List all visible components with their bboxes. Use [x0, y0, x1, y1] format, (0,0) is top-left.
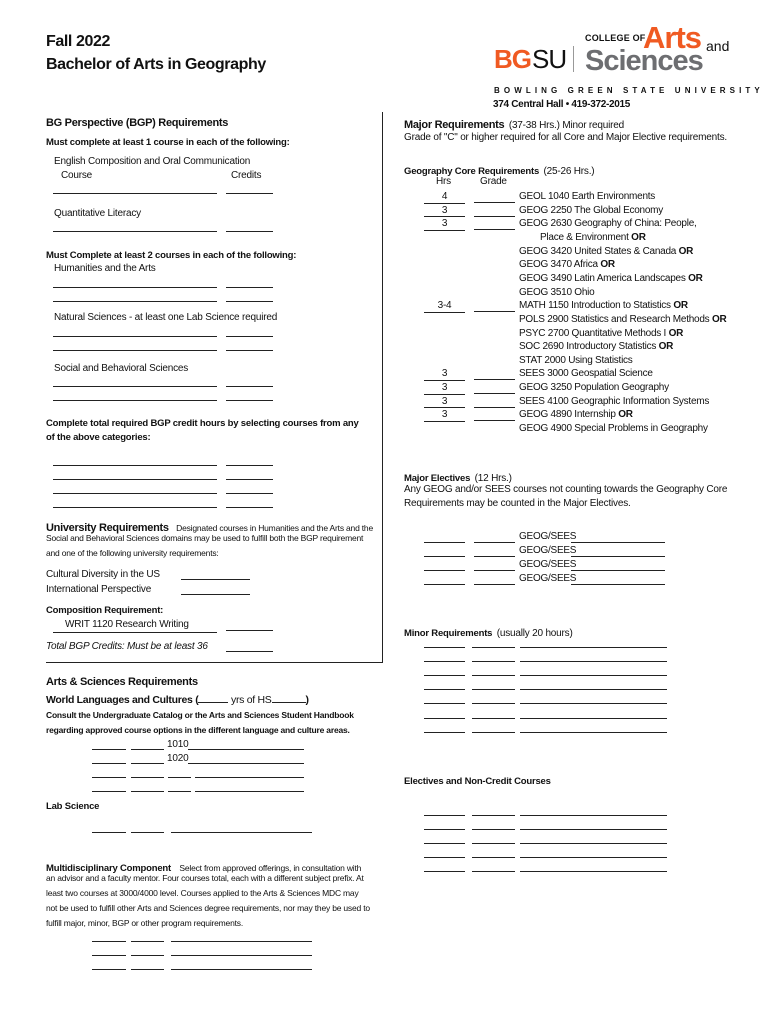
natural-course-field-2[interactable] [53, 350, 217, 351]
or-label: OR [673, 300, 688, 312]
bgp-quant-label: Quantitative Literacy [54, 208, 141, 219]
core-col-hrs: Hrs [436, 176, 451, 187]
lang-3-course[interactable] [195, 777, 304, 778]
core-course-text: SEES 3000 Geospatial Science [519, 368, 653, 380]
core-course-text: GEOG 3510 Ohio [519, 286, 595, 298]
minor-grade-field[interactable] [472, 732, 515, 733]
english-credits-field[interactable] [226, 193, 273, 194]
elective-grade-field[interactable] [474, 570, 515, 571]
core-grade-field[interactable] [474, 407, 515, 408]
mdc-hrs-3[interactable] [92, 969, 126, 970]
minor-course-field[interactable] [520, 718, 667, 719]
core-hrs-value: 3-4 [424, 299, 465, 313]
core-course [519, 217, 697, 231]
bgp-subtitle-1: Must complete at least 1 course in each of the following: [46, 137, 290, 148]
core-hrs-value: 3 [424, 204, 465, 218]
core-course-text: GEOG 4890 Internship [519, 409, 616, 421]
minor-course-field[interactable] [520, 732, 667, 733]
mdc-grade-3[interactable] [131, 969, 164, 970]
minor-title: Minor Requirements [404, 628, 493, 639]
mdc-desc-5: fulfill major, minor, BGP or other program requirements. [46, 918, 243, 928]
core-course-text: SOC 2690 Introductory Statistics [519, 341, 657, 353]
core-grade-field[interactable] [474, 202, 515, 203]
world-lang-label: World Languages and Cultures ( [46, 694, 199, 706]
writ-credits-field[interactable] [226, 630, 273, 631]
elective-grade-field[interactable] [474, 584, 515, 585]
quant-credits-field[interactable] [226, 231, 273, 232]
bgp-social-label: Social and Behavioral Sciences [54, 363, 189, 374]
major-hours: (37-38 Hrs.) Minor required [508, 120, 625, 131]
core-course [519, 190, 655, 204]
elective-grade-field[interactable] [474, 556, 515, 557]
term-title: Fall 2022 [46, 33, 111, 50]
minor-grade-field[interactable] [472, 718, 515, 719]
core-course [519, 354, 633, 368]
noncredit-hrs-field[interactable] [424, 871, 465, 872]
core-course [519, 313, 726, 327]
world-lang-line [46, 694, 309, 706]
elective-label: GEOG/SEES [519, 573, 577, 584]
lang-4-hrs[interactable] [92, 791, 126, 792]
core-hours: (25-26 Hrs.) [543, 166, 595, 177]
logo-su-text: SU [532, 44, 567, 74]
world-lang-yrs-field-2[interactable] [272, 694, 306, 703]
elective-course-field[interactable] [571, 570, 665, 571]
mdc-desc-4: not be used to fulfill other Arts and Sciences degree requirements, nor may they be used to [46, 903, 370, 913]
lang-1010-label: 1010 [167, 739, 189, 750]
or-label: OR [711, 313, 727, 325]
core-course [519, 395, 709, 409]
bgp-title: BG Perspective (BGP) Requirements [46, 117, 229, 129]
major-grade-note: Grade of "C" or higher required for all Core and Major Elective requirements. [404, 132, 727, 143]
core-course-text: GEOG 3470 Africa [519, 259, 598, 271]
international-field[interactable] [181, 594, 250, 595]
core-hrs-value: 3 [424, 408, 465, 422]
logo-college-of: COLLEGE OF [585, 33, 646, 43]
degree-title: Bachelor of Arts in Geography [46, 56, 266, 73]
noncredit-grade-field[interactable] [472, 843, 515, 844]
section-divider [46, 662, 383, 663]
lang-1010-hrs[interactable] [92, 749, 126, 750]
bgp-humanities-label: Humanities and the Arts [54, 263, 156, 274]
core-course-text: PSYC 2700 Quantitative Methods I [519, 327, 667, 339]
elective-hrs-field[interactable] [424, 570, 465, 571]
total-bgp-label: Total BGP Credits: Must be at least 36 [46, 641, 208, 652]
world-lang-yrs-field[interactable] [198, 694, 228, 703]
extra-course-field-1[interactable] [53, 465, 217, 466]
consult-line-1: Consult the Undergraduate Catalog or the Arts and Sciences Student Handbook [46, 710, 354, 720]
lang-1020-label: 1020 [167, 753, 189, 764]
major-title: Major Requirements [404, 119, 505, 131]
extra-course-field-4[interactable] [53, 507, 217, 508]
core-hrs-value: 4 [424, 190, 465, 204]
english-course-field[interactable] [53, 193, 217, 194]
noncredit-hrs-field[interactable] [424, 857, 465, 858]
or-label: OR [678, 245, 694, 257]
mdc-grade-2[interactable] [131, 955, 164, 956]
extra-credits-field-2[interactable] [226, 479, 273, 480]
elective-label: GEOG/SEES [519, 545, 577, 556]
natural-credits-field-1[interactable] [226, 336, 273, 337]
extra-course-field-2[interactable] [53, 479, 217, 480]
core-course-text: GEOG 4900 Special Problems in Geography [519, 423, 708, 435]
address: 374 Central Hall • 419-372-2015 [493, 99, 631, 110]
humanities-credits-field-2[interactable] [226, 301, 273, 302]
mdc-course-2[interactable] [171, 955, 312, 956]
core-course [519, 422, 708, 436]
core-grade-field[interactable] [474, 379, 515, 380]
minor-hrs-field[interactable] [424, 689, 465, 690]
core-course-text: MATH 1150 Introduction to Statistics [519, 300, 671, 312]
core-course-text: GEOG 3420 United States & Canada [519, 245, 677, 257]
social-course-field-1[interactable] [53, 386, 217, 387]
core-grade-field[interactable] [474, 420, 515, 421]
core-course [519, 327, 683, 341]
bgp-col-course: Course [61, 170, 93, 181]
minor-grade-field[interactable] [472, 689, 515, 690]
lang-1020-hrs[interactable] [92, 763, 126, 764]
social-course-field-2[interactable] [53, 400, 217, 401]
lang-4-course[interactable] [195, 791, 304, 792]
core-course-text: GEOG 3250 Population Geography [519, 382, 669, 394]
core-hrs-value: 3 [424, 395, 465, 409]
international-label: International Perspective [46, 584, 152, 595]
noncredit-grade-field[interactable] [472, 815, 515, 816]
electives-hours: (12 Hrs.) [474, 473, 512, 484]
elective-course-field[interactable] [571, 542, 665, 543]
noncredit-course-field[interactable] [520, 829, 667, 830]
noncredit-hrs-field[interactable] [424, 815, 465, 816]
core-grade-field[interactable] [474, 216, 515, 217]
minor-hrs-field[interactable] [424, 703, 465, 704]
lang-1010-grade[interactable] [131, 749, 164, 750]
core-course-text: POLS 2900 Statistics and Research Methods [519, 313, 710, 325]
noncredit-course-field[interactable] [520, 843, 667, 844]
core-col-grade: Grade [480, 176, 507, 187]
core-grade-field[interactable] [474, 229, 515, 230]
world-lang-yrs: yrs of HS [231, 694, 272, 706]
core-course-text: STAT 2000 Using Statistics [519, 354, 633, 366]
noncredit-hrs-field[interactable] [424, 829, 465, 830]
bgp-english-label: English Composition and Oral Communication [54, 156, 251, 167]
core-course-text: GEOG 2630 Geography of China: People, [519, 218, 697, 230]
total-bgp-field[interactable] [226, 651, 273, 652]
university-desc-3: and one of the following university requirements: [46, 548, 219, 558]
minor-grade-field[interactable] [472, 675, 515, 676]
core-course [519, 299, 688, 313]
or-label: OR [600, 259, 615, 271]
noncredit-course-field[interactable] [520, 871, 667, 872]
elective-course-field[interactable] [571, 584, 665, 585]
lab-grade[interactable] [131, 832, 164, 833]
minor-course-field[interactable] [520, 647, 667, 648]
humanities-credits-field-1[interactable] [226, 287, 273, 288]
noncredit-course-field[interactable] [520, 857, 667, 858]
extra-credits-field-3[interactable] [226, 493, 273, 494]
core-course-text: GEOG 3490 Latin America Landscapes [519, 272, 686, 284]
elective-label: GEOG/SEES [519, 531, 577, 542]
elective-hrs-field[interactable] [424, 556, 465, 557]
core-course [519, 340, 673, 354]
lang-1020-grade[interactable] [131, 763, 164, 764]
minor-hrs-field[interactable] [424, 732, 465, 733]
lang-3-hrs[interactable] [92, 777, 126, 778]
lang-4-grade[interactable] [131, 791, 164, 792]
minor-header [404, 623, 573, 641]
or-label: OR [658, 341, 674, 353]
logo-sciences: Sciences [585, 45, 703, 77]
core-grade-field[interactable] [474, 393, 515, 394]
bgp-subtitle-2: Must Complete at least 2 courses in each of the following: [46, 250, 297, 261]
minor-course-field[interactable] [520, 675, 667, 676]
mdc-desc-1: Select from approved offerings, in consultation with [179, 863, 362, 873]
mdc-hrs-1[interactable] [92, 941, 126, 942]
core-course-text: GEOL 1040 Earth Environments [519, 191, 656, 202]
mdc-desc-2: an advisor and a faculty mentor. Four courses total, each with a different subject prefix. At [46, 873, 364, 883]
lang-3-num[interactable] [168, 777, 191, 778]
or-label: OR [668, 327, 684, 339]
core-course [519, 245, 693, 259]
as-title: Arts & Sciences Requirements [46, 676, 198, 688]
elective-grade-field[interactable] [474, 542, 515, 543]
noncredit-grade-field[interactable] [472, 829, 515, 830]
core-title: Geography Core Requirements [404, 166, 540, 177]
minor-hrs-field[interactable] [424, 718, 465, 719]
core-hrs-value: 3 [424, 367, 465, 381]
elective-hrs-field[interactable] [424, 542, 465, 543]
minor-hrs-field[interactable] [424, 661, 465, 662]
elective-course-field[interactable] [571, 556, 665, 557]
social-credits-field-1[interactable] [226, 386, 273, 387]
core-course [519, 408, 633, 422]
bgp-complete-line-1: Complete total required BGP credit hours by selecting courses from any [46, 418, 359, 429]
core-course [519, 381, 669, 395]
core-hrs-value: 3 [424, 217, 465, 231]
extra-credits-field-4[interactable] [226, 507, 273, 508]
elective-hrs-field[interactable] [424, 584, 465, 585]
minor-hrs-field[interactable] [424, 675, 465, 676]
noncredit-hrs-field[interactable] [424, 843, 465, 844]
minor-grade-field[interactable] [472, 647, 515, 648]
university-desc-1: Designated courses in Humanities and the Arts and the [176, 523, 373, 533]
lang-3-grade[interactable] [131, 777, 164, 778]
minor-course-field[interactable] [520, 703, 667, 704]
minor-hrs-field[interactable] [424, 647, 465, 648]
humanities-course-field-1[interactable] [53, 287, 217, 288]
mdc-course-3[interactable] [171, 969, 312, 970]
writ-course: WRIT 1120 Research Writing [53, 618, 217, 633]
electives-title: Major Electives [404, 473, 471, 484]
natural-course-field-1[interactable] [53, 336, 217, 337]
university-title: University Requirements [46, 522, 169, 534]
university-desc-2: Social and Behavioral Sciences domains may be used to fulfill both the BGP requirement [46, 533, 364, 543]
column-divider [382, 112, 383, 662]
noncredit-course-field[interactable] [520, 815, 667, 816]
core-course-text: GEOG 2250 The Global Economy [519, 204, 664, 216]
core-hrs-value: 3 [424, 381, 465, 395]
mdc-grade-1[interactable] [131, 941, 164, 942]
logo-divider [573, 46, 574, 72]
or-label: OR [631, 231, 646, 243]
lab-course[interactable] [171, 832, 312, 833]
or-label: OR [688, 272, 703, 284]
consult-line-2: regarding approved course options in the different language and culture areas. [46, 725, 350, 735]
core-grade-field[interactable] [474, 311, 515, 312]
minor-grade-field[interactable] [472, 661, 515, 662]
world-lang-close: ) [305, 694, 309, 706]
logo-and: and [706, 38, 730, 54]
elective-label: GEOG/SEES [519, 559, 577, 570]
electives-desc-1: Any GEOG and/or SEES courses not counting towards the Geography Core [404, 484, 728, 495]
noncredit-grade-field[interactable] [472, 871, 515, 872]
core-course [519, 286, 594, 300]
core-course-text: SEES 4100 Geographic Information Systems [519, 395, 710, 407]
minor-grade-field[interactable] [472, 703, 515, 704]
bgp-complete-line-2: of the above categories: [46, 432, 151, 443]
mdc-course-1[interactable] [171, 941, 312, 942]
electives-desc-2: Requirements may be counted in the Major Electives. [404, 498, 631, 509]
core-course [519, 258, 615, 272]
bgp-col-credits: Credits [231, 170, 262, 181]
core-course [519, 204, 663, 218]
lang-1010-course[interactable] [188, 749, 304, 750]
lab-hrs[interactable] [92, 832, 126, 833]
logo-university: BOWLING GREEN STATE UNIVERSITY [494, 86, 764, 95]
core-course [519, 272, 703, 286]
composition-title: Composition Requirement: [46, 605, 164, 616]
minor-course-field[interactable] [520, 689, 667, 690]
lab-title: Lab Science [46, 801, 100, 812]
logo-arts: Arts [643, 20, 702, 55]
logo-bg-text: BG [494, 44, 531, 74]
core-course [519, 367, 653, 381]
cultural-field[interactable] [181, 579, 250, 580]
extra-course-field-3[interactable] [53, 493, 217, 494]
bgp-natural-label: Natural Sciences - at least one Lab Science required [54, 312, 278, 323]
lang-1020-course[interactable] [188, 763, 304, 764]
noncredit-grade-field[interactable] [472, 857, 515, 858]
social-credits-field-2[interactable] [226, 400, 273, 401]
extra-credits-field-1[interactable] [226, 465, 273, 466]
core-course-text: Place & Environment [540, 231, 629, 243]
quant-course-field[interactable] [53, 231, 217, 232]
noncredit-title: Electives and Non-Credit Courses [404, 776, 551, 787]
mdc-desc-3: least two courses at 3000/4000 level. Courses applied to the Arts & Sciences MDC may [46, 888, 359, 898]
minor-hours: (usually 20 hours) [496, 628, 573, 639]
natural-credits-field-2[interactable] [226, 350, 273, 351]
lang-4-num[interactable] [168, 791, 191, 792]
mdc-hrs-2[interactable] [92, 955, 126, 956]
mdc-title: Multidisciplinary Component [46, 863, 171, 874]
core-course [540, 231, 646, 245]
minor-course-field[interactable] [520, 661, 667, 662]
cultural-label: Cultural Diversity in the US [46, 569, 160, 580]
or-label: OR [618, 409, 633, 421]
humanities-course-field-2[interactable] [53, 301, 217, 302]
